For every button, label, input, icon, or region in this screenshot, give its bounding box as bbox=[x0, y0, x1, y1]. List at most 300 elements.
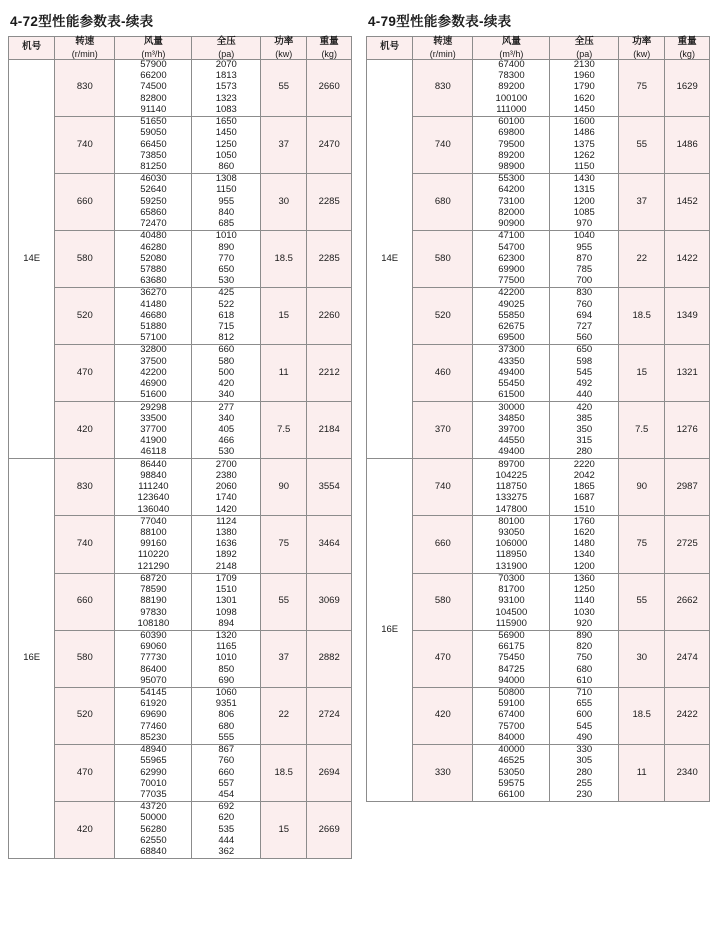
flow-cell-value: 77460 bbox=[140, 720, 167, 732]
pressure-cell-value: 1709 bbox=[215, 572, 237, 584]
flow-cell-value: 91140 bbox=[140, 103, 167, 115]
flow-cell-value: 75450 bbox=[498, 652, 525, 664]
table-column-right bbox=[366, 10, 710, 933]
flow-cell-value: 100100 bbox=[495, 92, 528, 104]
flow-cell-value: 111240 bbox=[138, 481, 169, 493]
flow-cell-value: 68720 bbox=[140, 572, 167, 584]
pressure-cell-value: 955 bbox=[576, 241, 593, 253]
pressure-cell-value: 690 bbox=[218, 674, 235, 686]
weight-cell: 3464 bbox=[307, 516, 352, 573]
pressure-cell-value: 405 bbox=[218, 424, 235, 435]
th-pressure bbox=[192, 37, 261, 60]
table-row bbox=[367, 116, 710, 173]
pressure-cell-value: 760 bbox=[218, 755, 235, 767]
pressure-cell-value: 685 bbox=[218, 218, 235, 230]
pressure-cell-value: 1150 bbox=[216, 184, 237, 196]
flow-cell-value: 66100 bbox=[498, 789, 525, 800]
pressure-cell-value: 806 bbox=[218, 709, 235, 721]
pressure-cell-value: 660 bbox=[218, 344, 235, 356]
pressure-cell-value: 1010 bbox=[215, 230, 237, 242]
pressure-cell-value: 340 bbox=[218, 412, 235, 424]
table-row bbox=[9, 573, 352, 630]
power-cell: 18.5 bbox=[619, 288, 665, 345]
weight-cell: 2987 bbox=[665, 459, 710, 516]
pressure-cell bbox=[550, 288, 619, 345]
table-row bbox=[9, 744, 352, 801]
flow-cell-value: 118750 bbox=[495, 481, 527, 493]
flow-cell-value: 66175 bbox=[498, 641, 525, 653]
pressure-cell-value: 2220 bbox=[573, 458, 595, 470]
pressure-cell-value: 2700 bbox=[215, 458, 237, 470]
flow-cell-value: 37700 bbox=[140, 424, 167, 435]
power-cell: 75 bbox=[261, 516, 307, 573]
flow-cell-value: 82800 bbox=[140, 92, 167, 104]
table-row bbox=[9, 288, 352, 345]
pressure-cell-value: 545 bbox=[576, 366, 593, 378]
flow-cell-value: 115900 bbox=[495, 617, 527, 629]
pressure-cell-value: 1200 bbox=[573, 195, 595, 207]
flow-cell bbox=[115, 230, 192, 287]
table-row bbox=[367, 288, 710, 345]
pressure-cell bbox=[192, 573, 261, 630]
pressure-cell-value: 1510 bbox=[215, 584, 237, 596]
flow-cell bbox=[115, 402, 192, 459]
pressure-cell-value: 1040 bbox=[573, 230, 595, 242]
pressure-cell bbox=[550, 573, 619, 630]
th-speed bbox=[55, 37, 115, 60]
flow-cell bbox=[115, 573, 192, 630]
table-body-right bbox=[367, 59, 710, 801]
weight-cell: 1629 bbox=[665, 59, 710, 116]
flow-cell-value: 50800 bbox=[498, 687, 525, 699]
speed-cell: 460 bbox=[413, 345, 473, 402]
pressure-cell-value: 715 bbox=[218, 321, 235, 333]
pressure-cell-value: 492 bbox=[576, 378, 593, 390]
flow-cell bbox=[115, 516, 192, 573]
flow-cell-value: 55450 bbox=[498, 378, 525, 390]
flow-cell-value: 111000 bbox=[496, 103, 527, 115]
pressure-cell-value: 1050 bbox=[215, 149, 237, 161]
weight-cell: 1422 bbox=[665, 230, 710, 287]
pressure-cell-value: 1620 bbox=[573, 526, 595, 538]
flow-cell bbox=[115, 288, 192, 345]
pressure-cell-value: 867 bbox=[218, 744, 235, 756]
flow-cell-value: 89200 bbox=[498, 81, 525, 93]
flow-cell-value: 42200 bbox=[498, 287, 525, 299]
th-speed-unit: (r/min) bbox=[429, 48, 456, 59]
flow-cell-value: 68840 bbox=[140, 846, 167, 858]
table-row bbox=[9, 687, 352, 744]
table-row bbox=[9, 630, 352, 687]
flow-cell-value: 60100 bbox=[498, 116, 525, 128]
pressure-cell-value: 1301 bbox=[215, 595, 237, 607]
pressure-cell bbox=[550, 744, 619, 801]
flow-cell-value: 46525 bbox=[498, 755, 525, 767]
speed-cell: 660 bbox=[55, 573, 115, 630]
flow-cell-value: 86400 bbox=[140, 663, 167, 675]
flow-cell-value: 106000 bbox=[495, 538, 528, 550]
pressure-cell-value: 1740 bbox=[215, 492, 237, 504]
flow-cell bbox=[473, 116, 550, 173]
pressure-cell-value: 425 bbox=[218, 287, 235, 299]
flow-cell-value: 54700 bbox=[498, 241, 525, 253]
flow-cell-value: 46280 bbox=[140, 241, 167, 253]
pressure-cell-value: 600 bbox=[576, 709, 593, 721]
power-cell: 30 bbox=[261, 173, 307, 230]
speed-cell: 420 bbox=[55, 402, 115, 459]
pressure-cell-value: 1315 bbox=[573, 184, 595, 196]
pressure-cell-value: 230 bbox=[576, 789, 593, 800]
power-cell: 15 bbox=[619, 345, 665, 402]
pressure-cell-value: 1360 bbox=[573, 572, 595, 584]
flow-cell-value: 85230 bbox=[140, 731, 167, 743]
pressure-cell-value: 955 bbox=[218, 195, 235, 207]
th-speed-label: 转速 bbox=[433, 36, 453, 47]
flow-cell-value: 108180 bbox=[137, 617, 170, 629]
pressure-cell-value: 1200 bbox=[573, 560, 595, 572]
pressure-cell-value: 530 bbox=[218, 446, 235, 458]
flow-cell-value: 86440 bbox=[140, 458, 167, 470]
spec-table-4-72 bbox=[8, 36, 352, 859]
pressure-cell-value: 680 bbox=[576, 663, 593, 675]
pressure-cell-value: 894 bbox=[218, 617, 235, 629]
speed-cell: 520 bbox=[55, 288, 115, 345]
weight-cell: 2660 bbox=[307, 59, 352, 116]
pressure-cell-value: 1380 bbox=[215, 526, 237, 538]
pressure-cell-value: 9351 bbox=[215, 698, 237, 710]
header-row bbox=[9, 37, 352, 60]
pressure-cell bbox=[192, 801, 261, 858]
flow-cell-value: 61920 bbox=[140, 698, 167, 710]
pressure-cell-value: 530 bbox=[218, 275, 235, 287]
th-weight bbox=[665, 37, 710, 60]
th-power bbox=[619, 37, 665, 60]
flow-cell-value: 70300 bbox=[498, 572, 525, 584]
flow-cell-value: 133275 bbox=[495, 492, 528, 504]
flow-cell bbox=[115, 744, 192, 801]
speed-cell: 470 bbox=[55, 345, 115, 402]
power-cell: 55 bbox=[261, 573, 307, 630]
flow-cell-value: 93050 bbox=[498, 526, 525, 538]
pressure-cell bbox=[192, 59, 261, 116]
pressure-cell bbox=[192, 116, 261, 173]
flow-cell bbox=[473, 402, 550, 459]
power-cell: 90 bbox=[619, 459, 665, 516]
flow-cell bbox=[115, 59, 192, 116]
speed-cell: 830 bbox=[55, 459, 115, 516]
pressure-cell-value: 535 bbox=[218, 823, 235, 835]
th-weight-unit: (kg) bbox=[679, 48, 695, 59]
th-power-label: 功率 bbox=[274, 36, 294, 47]
speed-cell: 470 bbox=[55, 744, 115, 801]
flow-cell-value: 97830 bbox=[140, 606, 167, 618]
table-row bbox=[9, 801, 352, 858]
pressure-cell-value: 440 bbox=[576, 389, 593, 401]
power-cell: 37 bbox=[261, 116, 307, 173]
flow-cell-value: 82000 bbox=[498, 206, 525, 218]
table-column-left bbox=[8, 10, 352, 933]
power-cell: 7.5 bbox=[619, 402, 665, 459]
pressure-cell bbox=[192, 516, 261, 573]
th-model-label: 机号 bbox=[22, 41, 42, 53]
flow-cell-value: 59250 bbox=[140, 195, 167, 207]
model-cell: 16E bbox=[367, 459, 413, 802]
weight-cell: 1452 bbox=[665, 173, 710, 230]
flow-cell-value: 57900 bbox=[140, 59, 167, 70]
pressure-cell-value: 650 bbox=[576, 344, 593, 356]
table-row bbox=[9, 173, 352, 230]
pressure-cell-value: 420 bbox=[576, 401, 593, 413]
pressure-cell bbox=[192, 402, 261, 459]
speed-cell: 330 bbox=[413, 744, 473, 801]
flow-cell-value: 90900 bbox=[498, 218, 525, 230]
flow-cell-value: 75700 bbox=[498, 720, 525, 732]
flow-cell-value: 49400 bbox=[498, 446, 525, 458]
pressure-cell-value: 860 bbox=[218, 160, 235, 172]
speed-cell: 470 bbox=[413, 630, 473, 687]
flow-cell-value: 78300 bbox=[498, 70, 525, 82]
pressure-cell-value: 1340 bbox=[573, 549, 595, 561]
pressure-cell-value: 1760 bbox=[573, 515, 595, 527]
pressure-cell-value: 1450 bbox=[573, 103, 595, 115]
flow-cell-value: 131900 bbox=[495, 560, 528, 572]
flow-cell-value: 94000 bbox=[498, 674, 525, 686]
flow-cell-value: 54145 bbox=[140, 687, 167, 699]
table-row bbox=[367, 573, 710, 630]
pressure-cell bbox=[192, 288, 261, 345]
weight-cell: 2882 bbox=[307, 630, 352, 687]
flow-cell-value: 42200 bbox=[140, 366, 167, 378]
pressure-cell-value: 1060 bbox=[215, 687, 237, 699]
flow-cell-value: 44550 bbox=[498, 435, 525, 447]
pressure-cell-value: 350 bbox=[576, 424, 593, 435]
pressure-cell bbox=[550, 630, 619, 687]
flow-cell-value: 84725 bbox=[498, 663, 525, 675]
speed-cell: 660 bbox=[55, 173, 115, 230]
speed-cell: 740 bbox=[413, 459, 473, 516]
pressure-cell bbox=[192, 345, 261, 402]
weight-cell: 1349 bbox=[665, 288, 710, 345]
pressure-cell-value: 710 bbox=[576, 687, 593, 699]
table-row bbox=[9, 345, 352, 402]
flow-cell bbox=[473, 687, 550, 744]
speed-cell: 580 bbox=[55, 630, 115, 687]
power-cell: 18.5 bbox=[619, 687, 665, 744]
flow-cell-value: 80100 bbox=[498, 515, 525, 527]
pressure-cell-value: 1450 bbox=[215, 127, 237, 139]
pressure-cell-value: 1486 bbox=[573, 127, 595, 139]
flow-cell-value: 62990 bbox=[140, 766, 167, 778]
flow-cell-value: 52640 bbox=[140, 184, 167, 196]
pressure-cell-value: 1813 bbox=[215, 70, 237, 82]
flow-cell bbox=[115, 173, 192, 230]
power-cell: 22 bbox=[261, 687, 307, 744]
power-cell: 37 bbox=[619, 173, 665, 230]
flow-cell-value: 88190 bbox=[140, 595, 167, 607]
pressure-cell-value: 385 bbox=[576, 412, 593, 424]
th-flow-label: 风量 bbox=[501, 36, 521, 47]
weight-cell: 2724 bbox=[307, 687, 352, 744]
th-power-unit: (kw) bbox=[633, 48, 651, 59]
power-cell: 90 bbox=[261, 459, 307, 516]
flow-cell-value: 36270 bbox=[140, 287, 167, 299]
flow-cell-value: 55300 bbox=[498, 173, 525, 185]
flow-cell-value: 66450 bbox=[140, 138, 167, 150]
pressure-cell-value: 1098 bbox=[215, 606, 237, 618]
flow-cell-value: 93100 bbox=[498, 595, 525, 607]
flow-cell-value: 49025 bbox=[498, 298, 525, 310]
flow-cell bbox=[473, 573, 550, 630]
table-row bbox=[9, 59, 352, 116]
flow-cell-value: 62300 bbox=[498, 252, 525, 264]
weight-cell: 2694 bbox=[307, 744, 352, 801]
flow-cell bbox=[473, 230, 550, 287]
weight-cell: 2285 bbox=[307, 173, 352, 230]
pressure-cell-value: 650 bbox=[218, 263, 235, 275]
header-row bbox=[367, 37, 710, 60]
pressure-cell-value: 1650 bbox=[215, 116, 237, 128]
weight-cell: 3554 bbox=[307, 459, 352, 516]
pressure-cell-value: 1480 bbox=[573, 538, 595, 550]
flow-cell-value: 78590 bbox=[140, 584, 167, 596]
pressure-cell-value: 660 bbox=[218, 766, 235, 778]
flow-cell-value: 53050 bbox=[498, 766, 525, 778]
power-cell: 30 bbox=[619, 630, 665, 687]
pressure-cell-value: 812 bbox=[218, 332, 235, 344]
flow-cell-value: 29298 bbox=[140, 401, 167, 413]
spec-table-4-79 bbox=[366, 36, 710, 802]
th-speed-label: 转速 bbox=[75, 36, 95, 47]
table-row bbox=[367, 173, 710, 230]
th-pressure-label: 全压 bbox=[216, 36, 236, 47]
th-pressure-unit: (pa) bbox=[218, 48, 235, 59]
weight-cell: 2470 bbox=[307, 116, 352, 173]
pressure-cell-value: 305 bbox=[576, 755, 593, 767]
speed-cell: 520 bbox=[55, 687, 115, 744]
pressure-cell bbox=[192, 687, 261, 744]
pressure-cell-value: 1790 bbox=[573, 81, 595, 93]
speed-cell: 740 bbox=[55, 116, 115, 173]
flow-cell-value: 48940 bbox=[140, 744, 167, 756]
flow-cell-value: 73850 bbox=[140, 149, 167, 161]
speed-cell: 520 bbox=[413, 288, 473, 345]
flow-cell-value: 57880 bbox=[140, 263, 167, 275]
power-cell: 11 bbox=[619, 744, 665, 801]
flow-cell-value: 59100 bbox=[498, 698, 525, 710]
speed-cell: 680 bbox=[413, 173, 473, 230]
power-cell: 11 bbox=[261, 345, 307, 402]
pressure-cell-value: 618 bbox=[218, 309, 235, 321]
pressure-cell-value: 1140 bbox=[574, 595, 595, 607]
pressure-cell-value: 694 bbox=[576, 309, 593, 321]
flow-cell-value: 47100 bbox=[498, 230, 525, 242]
table-body-left bbox=[9, 59, 352, 858]
pressure-cell-value: 1375 bbox=[573, 138, 595, 150]
pressure-cell-value: 1510 bbox=[573, 503, 595, 515]
flow-cell-value: 77040 bbox=[140, 515, 167, 527]
flow-cell-value: 50000 bbox=[140, 812, 167, 824]
pressure-cell-value: 454 bbox=[218, 789, 235, 800]
flow-cell-value: 95070 bbox=[140, 674, 167, 686]
weight-cell: 2340 bbox=[665, 744, 710, 801]
pressure-cell-value: 692 bbox=[218, 801, 235, 813]
pressure-cell-value: 727 bbox=[576, 321, 593, 333]
flow-cell-value: 40480 bbox=[140, 230, 167, 242]
flow-cell bbox=[473, 744, 550, 801]
table-row bbox=[367, 402, 710, 459]
flow-cell-value: 52080 bbox=[140, 252, 167, 264]
pressure-cell-value: 466 bbox=[218, 435, 235, 447]
model-cell: 14E bbox=[9, 59, 55, 459]
pressure-cell-value: 1165 bbox=[216, 641, 237, 653]
pressure-cell-value: 1030 bbox=[573, 606, 595, 618]
flow-cell-value: 147800 bbox=[495, 503, 528, 515]
flow-cell bbox=[473, 630, 550, 687]
flow-cell-value: 57100 bbox=[140, 332, 167, 344]
pressure-cell-value: 1150 bbox=[574, 160, 595, 172]
flow-cell-value: 41480 bbox=[140, 298, 167, 310]
power-cell: 18.5 bbox=[261, 744, 307, 801]
pressure-cell bbox=[550, 345, 619, 402]
flow-cell-value: 110220 bbox=[137, 549, 169, 561]
pressure-cell-value: 850 bbox=[218, 663, 235, 675]
flow-cell-value: 63680 bbox=[140, 275, 167, 287]
power-cell: 75 bbox=[619, 59, 665, 116]
pressure-cell-value: 870 bbox=[576, 252, 593, 264]
pressure-cell-value: 1124 bbox=[216, 515, 237, 527]
pressure-cell-value: 580 bbox=[218, 355, 235, 367]
pressure-cell-value: 2380 bbox=[215, 469, 237, 481]
flow-cell-value: 69500 bbox=[498, 332, 525, 344]
power-cell: 55 bbox=[619, 116, 665, 173]
pressure-cell bbox=[550, 516, 619, 573]
flow-cell-value: 39700 bbox=[498, 424, 525, 435]
table-title-left: 4-72型性能参数表-续表 bbox=[10, 14, 154, 29]
flow-cell bbox=[115, 801, 192, 858]
flow-cell-value: 43350 bbox=[498, 355, 525, 367]
flow-cell-value: 77730 bbox=[140, 652, 167, 664]
flow-cell-value: 69800 bbox=[498, 127, 525, 139]
flow-cell bbox=[115, 687, 192, 744]
table-row bbox=[9, 230, 352, 287]
flow-cell bbox=[473, 345, 550, 402]
weight-cell: 3069 bbox=[307, 573, 352, 630]
pressure-cell-value: 1636 bbox=[215, 538, 237, 550]
speed-cell: 580 bbox=[413, 230, 473, 287]
power-cell: 55 bbox=[261, 59, 307, 116]
flow-cell-value: 73100 bbox=[498, 195, 525, 207]
th-speed-unit: (r/min) bbox=[71, 48, 98, 59]
th-flow-label: 风量 bbox=[143, 36, 163, 47]
speed-cell: 370 bbox=[413, 402, 473, 459]
speed-cell: 580 bbox=[413, 573, 473, 630]
speed-cell: 660 bbox=[413, 516, 473, 573]
weight-cell: 1486 bbox=[665, 116, 710, 173]
flow-cell-value: 61500 bbox=[498, 389, 525, 401]
pressure-cell-value: 420 bbox=[218, 378, 235, 390]
flow-cell-value: 37500 bbox=[140, 355, 167, 367]
table-row bbox=[9, 116, 352, 173]
model-cell: 16E bbox=[9, 459, 55, 859]
flow-cell-value: 69060 bbox=[140, 641, 167, 653]
weight-cell: 1321 bbox=[665, 345, 710, 402]
flow-cell-value: 69900 bbox=[498, 263, 525, 275]
flow-cell-value: 37300 bbox=[498, 344, 525, 356]
table-row bbox=[367, 459, 710, 516]
pressure-cell-value: 760 bbox=[576, 298, 593, 310]
pressure-cell bbox=[550, 173, 619, 230]
flow-cell bbox=[115, 116, 192, 173]
